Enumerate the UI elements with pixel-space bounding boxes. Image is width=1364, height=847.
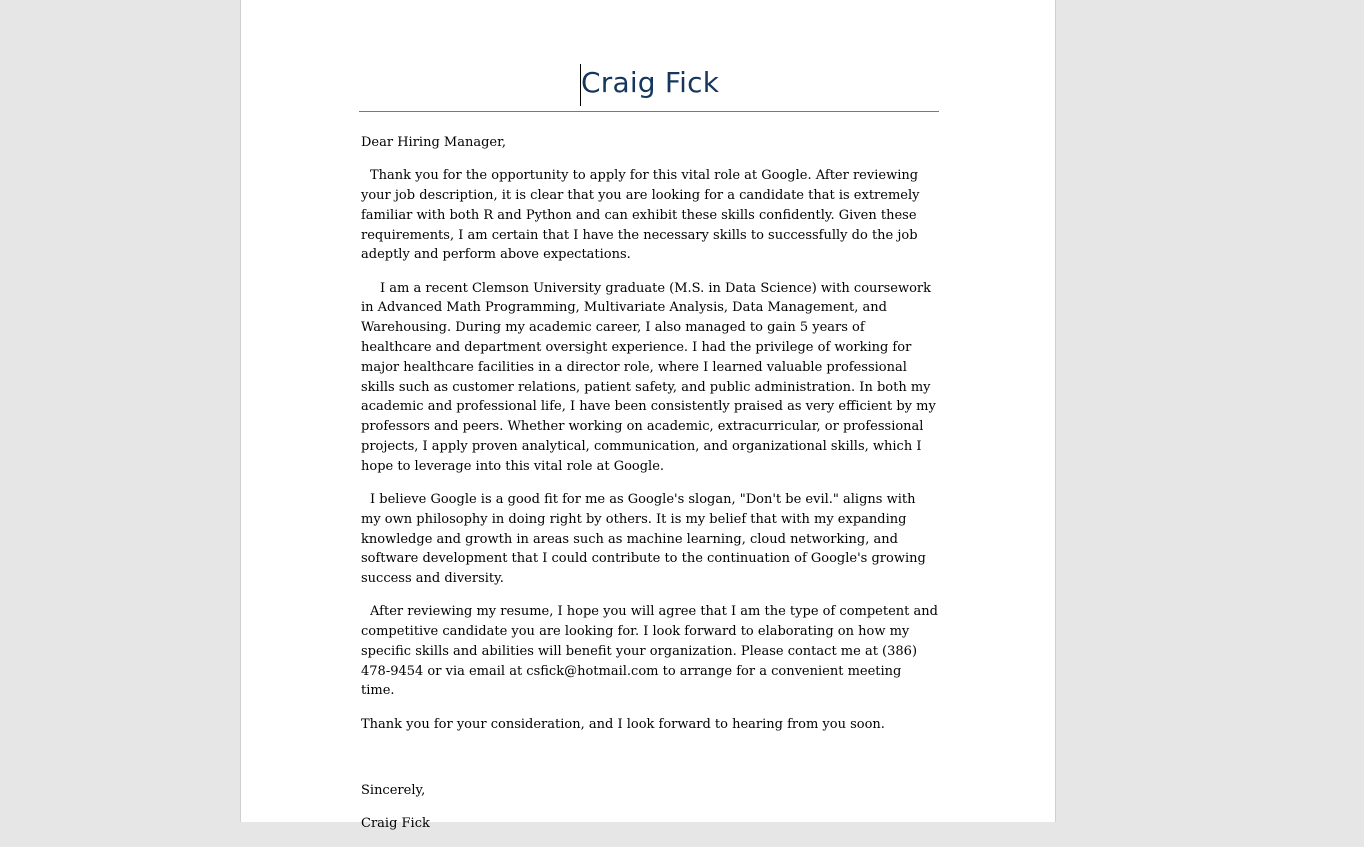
paragraph-fit: I believe Google is a good fit for me as Google's slogan, "Don't be evil." aligns with my own philosophy in doing right by others. It is my belief that with my expanding knowledge and growth in areas such as machine learning, cloud networking, and software development that I could contribute to the continuation of Google's growing success and diversity. [361,491,926,587]
title-block [359,60,939,112]
spacer [361,748,939,781]
paragraph-intro: Thank you for the opportunity to apply for this vital role at Google. After reviewing your job description, it is clear that you are looking for a candidate that is extremely familiar with both R and Python and can exhibit these skills confidently. Given these requirements, I am certain that I have the necessary skills to successfully do the job adeptly and perform above expectations. [361,168,920,263]
paragraph-thanks: Thank you for your consideration, and I look forward to hearing from you soon. [361,716,885,732]
paragraph-background: I am a recent Clemson University graduate (M.S. in Data Science) with coursework in Advanced Math Programming, Multivariate Analysis, Data Management, and Warehousing. During my academic career, I also managed to gain 5 years of healthcare and department oversight experience. I had the privilege of working for major healthcare facilities in a director role, where I learned valuable professional skills such as customer relations, patient safety, and public administration. In both my academic and professional life, I have been consistently praised as very efficient by my professors and peers. Whether working on academic, extracurricular, or professional projects, I apply proven analytical, communication, and organizational skills, which I hope to leverage into this vital role at Google. [361,280,936,474]
signature: Craig Fick [361,816,430,832]
closing: Sincerely, [361,782,426,798]
document-page[interactable] [240,0,1056,832]
document-title[interactable]: Craig Fick [581,66,720,99]
paragraph-contact: After reviewing my resume, I hope you will agree that I am the type of competent and competitive candidate you are looking for. I look forward to elaborating on how my specific skills and abilities will benefit your organization. Please contact me at (386) 478-9454 or via email at csfick@hotmail.com to arrange for a convenient meeting time. [361,604,938,699]
letter-body[interactable] [361,133,939,847]
salutation: Dear Hiring Manager, [361,135,507,150]
